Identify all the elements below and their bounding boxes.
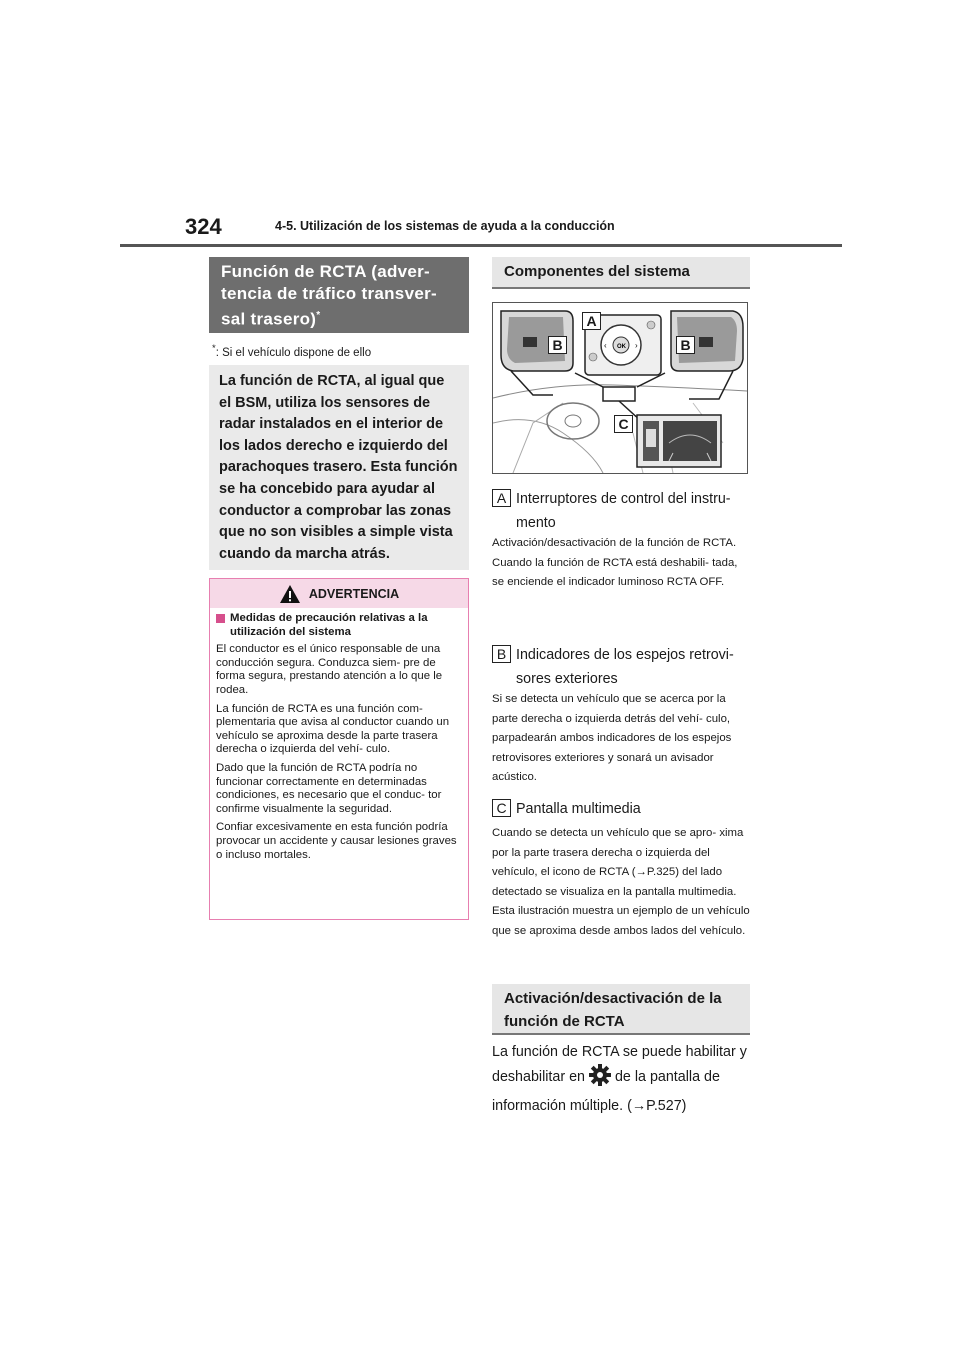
- item-a-heading: [492, 487, 752, 535]
- warning-paragraph: Confiar excesivamente en esta función podría provocar un accidente y causar lesiones graves o incluso mortales.: [216, 821, 457, 861]
- warning-box: [209, 578, 469, 920]
- item-c-heading: [492, 797, 752, 821]
- footnote-mark: *: [212, 343, 216, 354]
- item-b-text: Si se detecta un vehículo que se acerca por la parte derecha o izquierda detrás del vehí- culo, parpadearán ambos indicadores de los espejos retrovisores exteriores y sonará un avisador acústico.: [492, 693, 732, 784]
- system-components-figure: [492, 302, 748, 474]
- section-header: 4-5. Utilización de los sistemas de ayuda a la conducción: [275, 219, 615, 233]
- rcta-title-text: Función de RCTA (adver- tencia de tráfico transver- sal trasero): [221, 262, 437, 329]
- svg-text:OK: OK: [617, 344, 626, 350]
- svg-text:‹: ‹: [604, 341, 607, 350]
- activation-heading: Activación/desactivación de la función de RCTA: [492, 984, 750, 1035]
- activation-text-after: de la pantalla de información múltiple. (→P.527): [492, 1069, 720, 1114]
- figure-label-b-left: B: [548, 336, 567, 354]
- activation-text-before: La función de RCTA se puede habilitar y deshabilitar en: [492, 1044, 747, 1085]
- warning-paragraph: Dado que la función de RCTA podría no funcionar correctamente en determinadas condiciones, es necesario que el conduc- tor confirme visualmente la seguridad.: [216, 761, 442, 815]
- cockpit-illustration: [493, 303, 747, 473]
- rcta-title: [209, 257, 469, 333]
- warning-subheading-text: Medidas de precaución relativas a la utilización del sistema: [230, 612, 428, 638]
- gear-icon: [589, 1064, 611, 1094]
- rcta-title-asterisk: *: [316, 310, 321, 321]
- components-heading: Componentes del sistema: [492, 257, 750, 289]
- intro-box: La función de RCTA, al igual que el BSM, utiliza los sensores de radar instalados en el interior de los lados derecho e izquierdo del parachoques trasero. Esta función se ha concebido para ayudar al conductor a comprobar las zonas que no son visibles a simple vista cuando da marcha atrás.: [209, 365, 469, 570]
- activation-text: [492, 1040, 754, 1118]
- item-a-heading-text: Interruptores de control del instru- mento: [516, 491, 731, 531]
- item-b-heading-text: Indicadores de los espejos retrovi- sores exteriores: [516, 647, 734, 687]
- item-c-heading-text: Pantalla multimedia: [516, 801, 641, 817]
- warning-paragraph: El conductor es el único responsable de una conducción segura. Conduzca siem- pre de forma segura, prestando atención a lo que le rodea.: [216, 643, 443, 696]
- page-number: 324: [185, 214, 222, 239]
- item-a-text: Activación/desactivación de la función de RCTA. Cuando la función de RCTA está deshabili- tada, se enciende el indicador luminoso RCTA OFF.: [492, 537, 738, 589]
- warning-body: [210, 608, 468, 871]
- warning-triangle-icon: [279, 584, 301, 604]
- svg-text:›: ›: [635, 341, 638, 350]
- item-b-heading: [492, 643, 752, 691]
- figure-label-c: C: [614, 415, 633, 433]
- footnote: [212, 343, 371, 359]
- figure-label-b-right: B: [676, 336, 695, 354]
- header-rule: [120, 244, 842, 247]
- item-a-label: A: [492, 489, 511, 507]
- warning-paragraph: La función de RCTA es una función com- plementaria que avisa al conductor cuando un vehículo se aproxima desde la parte trasera derecha o izquierda del vehí- culo.: [216, 702, 450, 756]
- bullet-square-icon: [216, 614, 225, 623]
- item-c-label: C: [492, 799, 511, 817]
- warning-header: [210, 579, 468, 608]
- item-b-label: B: [492, 645, 511, 663]
- figure-label-a: A: [582, 312, 601, 330]
- warning-subheading: [216, 612, 462, 639]
- warning-title: ADVERTENCIA: [308, 586, 400, 601]
- item-c-text: Cuando se detecta un vehículo que se apro- xima por la parte trasera derecha o izquierda del vehículo, el icono de RCTA (→P.325) del lado detectado se visualiza en la pantalla multimedia. Esta ilustración muestra un ejemplo de un vehículo que se aproxima desde ambos lados del vehículo.: [492, 827, 750, 937]
- footnote-text: : Si el vehículo dispone de ello: [215, 346, 372, 359]
